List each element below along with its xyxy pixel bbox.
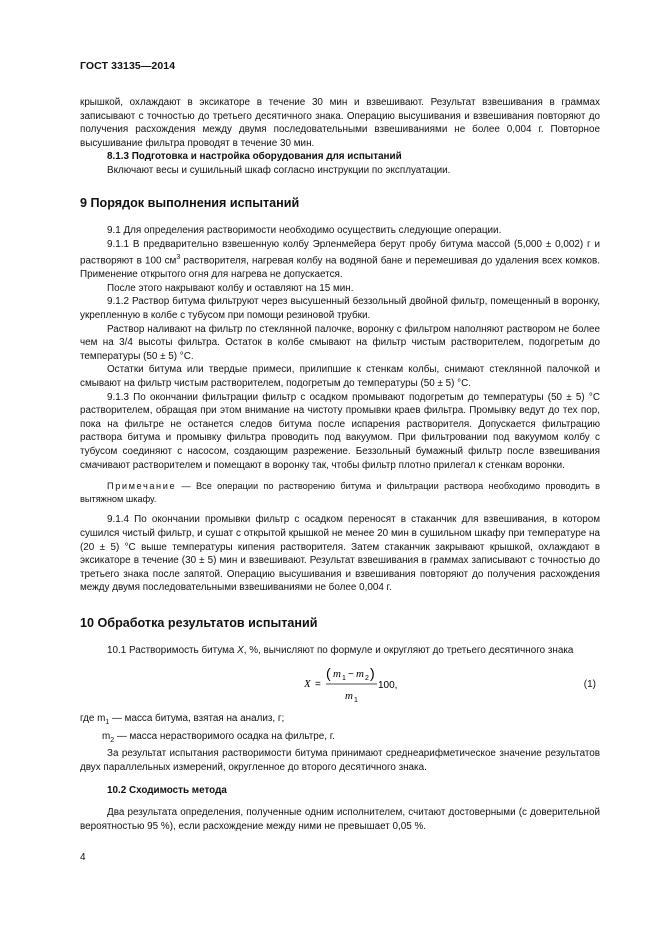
where-m1-sub: 1 — [105, 719, 110, 727]
p101-part-b: , %, вычисляют по формуле и округляют до третьего десятичного знака — [243, 645, 574, 657]
section-9-title: 9 Порядок выполнения испытаний — [80, 195, 300, 210]
paragraph-result: За результат испытания растворимости битума принимают среднеарифметическое значение результатов двух параллельных измерений, округленное до второго десятичного знака. — [80, 748, 600, 773]
p911-superscript: 3 — [176, 254, 181, 262]
paragraph-9-1-1 — [80, 238, 600, 282]
paragraph-9-1-4: 9.1.4 По окончании промывки фильтр с осадком переносят в стаканчик для взвешивания, в котором сушился чистый фильтр, и сушат с открытой крышкой не менее 20 мин в сушильном шкафу при температуре на (20 ± 5) °С выше температуры кипения растворителя. Затем стаканчик закрывают крышкой, охлаждают в эксикаторе в течение (30 ± 5) мин и взвешивают. Результат взвешивания в граммах записывают с точностью до третьего знака после запятой. Операцию высушивания и взвешивания повторяют до получения расхождения между двумя последовательными взвешиваниями не более 0,004 г. — [80, 514, 600, 594]
p101-part-a: 10.1 Растворимость битума — [107, 645, 238, 657]
formula-paren-close: ) — [370, 665, 375, 682]
where-m1 — [80, 712, 600, 730]
paragraph-10-1 — [80, 644, 600, 658]
formula-eq: = — [315, 679, 321, 691]
formula-block — [80, 658, 600, 712]
p911-part-a: 9.1.1 В предварительно взвешенную колбу Эрленмейера берут пробу битума массой (5,000 ± 0,002) г и растворяют в 100 см — [80, 238, 600, 267]
formula-1 — [304, 662, 454, 708]
formula-minus: − — [348, 669, 354, 681]
where-m1-text: — масса битума, взятая на анализ, г; — [109, 713, 285, 725]
paragraph-8-1-3: Включают весы и сушильный шкаф согласно инструкции по эксплуатации. — [107, 164, 451, 176]
subsection-10-2-title: 10.2 Сходимость метода — [107, 785, 227, 797]
where-m2-text: — масса нерастворимого осадка на фильтре, г. — [114, 730, 335, 742]
formula-den-m: m — [345, 690, 353, 703]
p911-part-b: растворителя, нагревая колбу на водяной бане и перемешивая до удаления всех комков. Применение открытого огня для нагрева не допускается. — [80, 255, 600, 281]
formula-mult: 100, — [378, 680, 398, 692]
paragraph-9-1-2-b: Раствор наливают на фильтр по стеклянной палочке, воронку с фильтром наполняют раствором не более чем на 3/4 высоты фильтра. Остаток в колбе смывают на фильтр чистым растворителем, подогретым до температуры (50 ± 5) °С. — [80, 323, 600, 362]
section-10-title: 10 Обработка результатов испытаний — [80, 615, 318, 630]
formula-den-sub: 1 — [354, 697, 358, 705]
paragraph-9-1-1-c: После этого накрывают колбу и оставляют на 15 мин. — [107, 282, 354, 294]
paragraph-9-1-3: 9.1.3 По окончании фильтрации фильтр с осадком промывают подогретым до температуры (50 ± 5) °С растворителем, обращая при этом внимание на чистоту промывки краев фильтра. Промывку ведут до тех пор, пока на фильтре не останется следов битума после испарения растворителя. Допускается фильтрацию раствора битума и промывку фильтра проводить под вакуумом. При фильтровании под вакуумом колбу с тубусом соединяют с насосом, создающим разрежение. Беззольный бумажный фильтр после взвешивания смачивают растворителем и помещают в воронку так, чтобы фильтр плотно прилегал к стенкам воронки. — [80, 391, 600, 471]
note — [80, 480, 600, 505]
formula-paren-open: ( — [326, 665, 331, 682]
note-label: Примечание — [107, 481, 177, 492]
paragraph-10-2: Два результата определения, полученные одним исполнителем, считают достоверными (с доверительной вероятностью 95 %), если расхождение между ними не превышает 0,05 %. — [80, 806, 600, 832]
where-m2 — [102, 730, 600, 748]
subsection-8-1-3-title: 8.1.3 Подготовка и настройка оборудования для испытаний — [107, 151, 402, 163]
where-m2-sub: 2 — [110, 736, 115, 744]
note-text: — Все операции по растворению битума и фильтрации раствора необходимо проводить в вытяжном шкафу. — [80, 481, 600, 504]
p101-variable: X — [237, 645, 244, 657]
where-m2-label: m — [102, 730, 111, 742]
formula-num-m1: m — [333, 668, 341, 681]
paragraph-continuation: крышкой, охлаждают в эксикаторе в течение 30 мин и взвешивают. Результат взвешивания в граммах записывают с точностью до третьего десятичного знака. Операцию высушивания и взвешивания повторяют до получения расхождения между двумя последовательными взвешиваниями не более 0,004 г. Повторное высушивание фильтра проводят в течение 30 мин. — [80, 97, 600, 149]
paragraph-9-1-2-c: Остатки битума или твердые примеси, прилипшие к стенкам колбы, снимают стеклянной палочкой и смывают на фильтр чистым растворителем, подогретым до температуры (50 ± 5) °С. — [80, 364, 600, 389]
where-m1-label: где m — [80, 713, 106, 725]
formula-num-sub1: 1 — [342, 675, 346, 683]
formula-num-sub2: 2 — [365, 675, 369, 683]
formula-lhs: X — [304, 678, 311, 691]
page-number: 4 — [80, 852, 86, 863]
paragraph-9-1: 9.1 Для определения растворимости необходимо осуществить следующие операции. — [107, 225, 502, 237]
paragraph-9-1-2: 9.1.2 Раствор битума фильтруют через высушенный беззольный двойной фильтр, помещенный в воронку, укрепленную в колбе с тубусом при помощи резиновой трубки. — [80, 296, 600, 322]
document-header: ГОСТ 33135—2014 — [80, 60, 176, 72]
formula-num-m2: m — [356, 668, 364, 681]
equation-number: (1) — [583, 679, 596, 691]
document-body — [80, 96, 600, 833]
